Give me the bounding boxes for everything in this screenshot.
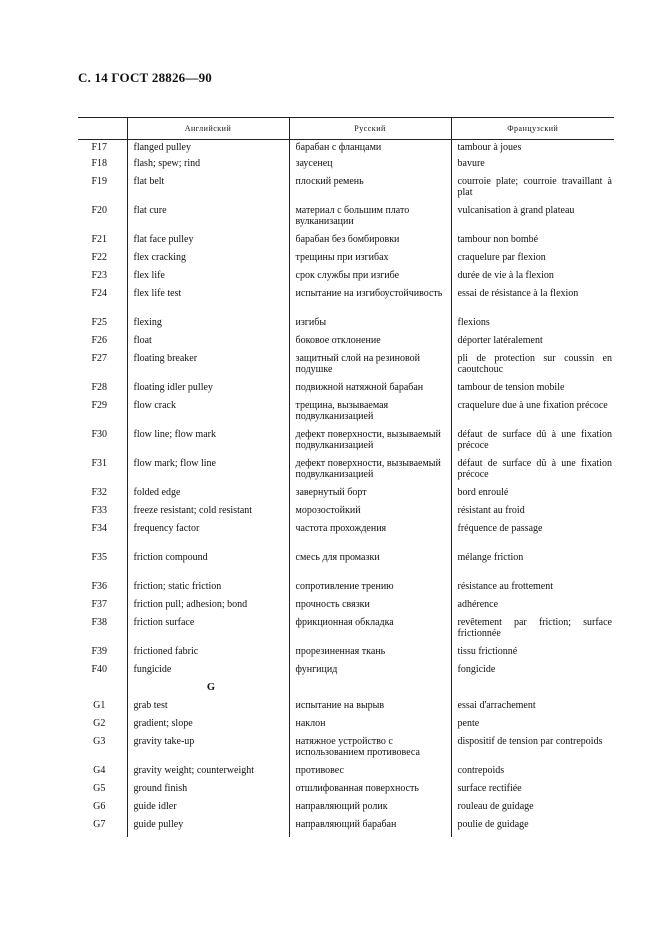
table-row xyxy=(78,581,614,599)
column-header-code xyxy=(78,118,127,140)
table-row xyxy=(78,646,614,664)
column-header-english: Английский xyxy=(127,118,289,140)
table-row xyxy=(78,718,614,736)
table-row xyxy=(78,252,614,270)
term-french: mélange friction xyxy=(451,552,614,581)
term-english: flow line; flow mark xyxy=(127,429,289,458)
term-french: bord enroulé xyxy=(451,487,614,505)
table-row xyxy=(78,736,614,765)
term-french: poulie de guidage xyxy=(451,819,614,837)
section-code-cell xyxy=(78,682,127,700)
term-code: G7 xyxy=(93,818,106,830)
term-code: F27 xyxy=(91,352,108,364)
term-code: G6 xyxy=(93,800,106,812)
table-row xyxy=(78,765,614,783)
term-french: durée de vie à la flexion xyxy=(451,270,614,288)
table-row xyxy=(78,382,614,400)
term-code: F31 xyxy=(91,457,108,469)
term-french: flexions xyxy=(451,317,614,335)
term-french: craquelure due à une fixation précoce xyxy=(451,400,614,429)
term-code: F39 xyxy=(91,645,108,657)
table-row xyxy=(78,270,614,288)
term-code: F32 xyxy=(91,486,108,498)
term-english: frequency factor xyxy=(127,523,289,552)
term-french: vulcanisation à grand plateau xyxy=(451,205,614,234)
term-russian: боковое отклонение xyxy=(289,335,451,353)
term-english: friction pull; adhesion; bond xyxy=(127,599,289,617)
term-code: F30 xyxy=(91,428,108,440)
term-french: tambour à joues xyxy=(451,140,614,158)
term-french: tambour non bombé xyxy=(451,234,614,252)
table-row xyxy=(78,353,614,382)
term-russian: барабан без бомбировки xyxy=(289,234,451,252)
column-header-french: Французский xyxy=(451,118,614,140)
term-english: gravity weight; counterweight xyxy=(127,765,289,783)
term-english: guide idler xyxy=(127,801,289,819)
term-code: G3 xyxy=(93,735,106,747)
term-english: grab test xyxy=(127,700,289,718)
term-french: déporter latéralement xyxy=(451,335,614,353)
term-french: surface rectifiée xyxy=(451,783,614,801)
table-row xyxy=(78,429,614,458)
table-row xyxy=(78,617,614,646)
term-code: F28 xyxy=(91,381,108,393)
term-french: essai d'arrachement xyxy=(451,700,614,718)
table-row xyxy=(78,140,614,158)
column-header-russian: Русский xyxy=(289,118,451,140)
term-english: float xyxy=(127,335,289,353)
table-row xyxy=(78,819,614,837)
term-code: F38 xyxy=(91,616,108,628)
term-english: flash; spew; rind xyxy=(127,158,289,176)
term-russian: изгибы xyxy=(289,317,451,335)
term-english: flexing xyxy=(127,317,289,335)
term-english: gravity take-up xyxy=(127,736,289,765)
term-russian: смесь для промазки xyxy=(289,552,451,581)
term-english: flex life xyxy=(127,270,289,288)
term-english: folded edge xyxy=(127,487,289,505)
term-english: friction surface xyxy=(127,617,289,646)
term-french: défaut de surface dû à une fixation précoce xyxy=(451,429,614,458)
term-code: F25 xyxy=(91,316,108,328)
term-russian: подвижной натяжной барабан xyxy=(289,382,451,400)
terminology-table xyxy=(78,117,614,837)
term-russian: испытание на изгибоустойчивость xyxy=(289,288,451,317)
term-code: F29 xyxy=(91,399,108,411)
table-row xyxy=(78,664,614,682)
term-code: F37 xyxy=(91,598,108,610)
term-french: revêtement par friction; surface frictionnée xyxy=(451,617,614,646)
table-row xyxy=(78,801,614,819)
term-french: craquelure par flexion xyxy=(451,252,614,270)
table-row xyxy=(78,234,614,252)
term-code: F24 xyxy=(91,287,108,299)
term-english: ground finish xyxy=(127,783,289,801)
table-row xyxy=(78,400,614,429)
table-row xyxy=(78,317,614,335)
section-empty-cell xyxy=(289,682,451,700)
term-code: F40 xyxy=(91,663,108,675)
table-row xyxy=(78,700,614,718)
table-row xyxy=(78,523,614,552)
term-french: défaut de surface dû à une fixation précoce xyxy=(451,458,614,487)
term-french: bavure xyxy=(451,158,614,176)
term-code: F17 xyxy=(91,142,108,153)
term-russian: фрикционная обкладка xyxy=(289,617,451,646)
term-french: résistance au frottement xyxy=(451,581,614,599)
term-french: dispositif de tension par contrepoids xyxy=(451,736,614,765)
term-french: résistant au froid xyxy=(451,505,614,523)
term-code: F19 xyxy=(91,175,108,187)
term-english: flex cracking xyxy=(127,252,289,270)
term-russian: защитный слой на резиновой подушке xyxy=(289,353,451,382)
section-letter: G xyxy=(127,682,289,700)
term-code: F20 xyxy=(91,204,108,216)
term-english: gradient; slope xyxy=(127,718,289,736)
table-row xyxy=(78,176,614,205)
table-row xyxy=(78,783,614,801)
table-row xyxy=(78,205,614,234)
term-code: F26 xyxy=(91,334,108,346)
term-russian: натяжное устройство с использованием противовеса xyxy=(289,736,451,765)
term-code: F36 xyxy=(91,580,108,592)
term-russian: срок службы при изгибе xyxy=(289,270,451,288)
term-french: tissu frictionné xyxy=(451,646,614,664)
term-russian: заусенец xyxy=(289,158,451,176)
term-english: flat belt xyxy=(127,176,289,205)
term-code: F18 xyxy=(91,157,108,169)
term-french: pli de protection sur coussin en caoutchouc xyxy=(451,353,614,382)
term-code: F22 xyxy=(91,251,108,263)
table-row xyxy=(78,487,614,505)
term-russian: прорезиненная ткань xyxy=(289,646,451,664)
term-russian: завернутый борт xyxy=(289,487,451,505)
term-russian: фунгицид xyxy=(289,664,451,682)
table-body xyxy=(78,140,614,837)
term-russian: дефект поверхности, вызываемый подвулканизацией xyxy=(289,458,451,487)
term-code: G5 xyxy=(93,782,106,794)
term-russian: дефект поверхности, вызываемый подвулканизацией xyxy=(289,429,451,458)
term-russian: трещина, вызываемая подвулканизацией xyxy=(289,400,451,429)
term-russian: противовес xyxy=(289,765,451,783)
term-russian: испытание на вырыв xyxy=(289,700,451,718)
term-french: fréquence de passage xyxy=(451,523,614,552)
term-french: fongicide xyxy=(451,664,614,682)
term-english: frictioned fabric xyxy=(127,646,289,664)
term-french: rouleau de guidage xyxy=(451,801,614,819)
term-russian: трещины при изгибах xyxy=(289,252,451,270)
term-english: floating breaker xyxy=(127,353,289,382)
term-code: F34 xyxy=(91,522,108,534)
table-row xyxy=(78,552,614,581)
term-russian: плоский ремень xyxy=(289,176,451,205)
table-header-row xyxy=(78,118,614,140)
term-code: F23 xyxy=(91,269,108,281)
term-code: F35 xyxy=(91,551,108,563)
term-russian: направляющий барабан xyxy=(289,819,451,837)
term-english: friction compound xyxy=(127,552,289,581)
table-row xyxy=(78,288,614,317)
term-code: G4 xyxy=(93,764,106,776)
term-english: flow mark; flow line xyxy=(127,458,289,487)
table-row xyxy=(78,599,614,617)
term-russian: наклон xyxy=(289,718,451,736)
term-russian: барабан с фланцами xyxy=(289,140,451,158)
term-russian: направляющий ролик xyxy=(289,801,451,819)
term-russian: отшлифованная поверхность xyxy=(289,783,451,801)
table-row xyxy=(78,505,614,523)
term-russian: материал с большим плато вулканизации xyxy=(289,205,451,234)
term-english: floating idler pulley xyxy=(127,382,289,400)
term-code: G2 xyxy=(93,717,106,729)
term-french: essai de résistance à la flexion xyxy=(451,288,614,317)
section-empty-cell xyxy=(451,682,614,700)
term-english: flow crack xyxy=(127,400,289,429)
table-row xyxy=(78,458,614,487)
term-russian: частота прохождения xyxy=(289,523,451,552)
section-row xyxy=(78,682,614,700)
term-english: friction; static friction xyxy=(127,581,289,599)
term-french: tambour de tension mobile xyxy=(451,382,614,400)
term-english: guide pulley xyxy=(127,819,289,837)
term-french: adhérence xyxy=(451,599,614,617)
term-russian: сопротивление трению xyxy=(289,581,451,599)
term-french: courroie plate; courroie travaillant à plat xyxy=(451,176,614,205)
term-english: flex life test xyxy=(127,288,289,317)
table-row xyxy=(78,335,614,353)
term-code: G1 xyxy=(93,699,106,711)
term-french: contrepoids xyxy=(451,765,614,783)
term-russian: прочность связки xyxy=(289,599,451,617)
term-code: F33 xyxy=(91,504,108,516)
term-french: pente xyxy=(451,718,614,736)
term-english: flat face pulley xyxy=(127,234,289,252)
term-english: flanged pulley xyxy=(127,140,289,158)
table-row xyxy=(78,158,614,176)
page-header: С. 14 ГОСТ 28826—90 xyxy=(78,70,212,85)
term-english: flat cure xyxy=(127,205,289,234)
term-code: F21 xyxy=(91,233,108,245)
term-english: freeze resistant; cold resistant xyxy=(127,505,289,523)
term-russian: морозостойкий xyxy=(289,505,451,523)
term-english: fungicide xyxy=(127,664,289,682)
